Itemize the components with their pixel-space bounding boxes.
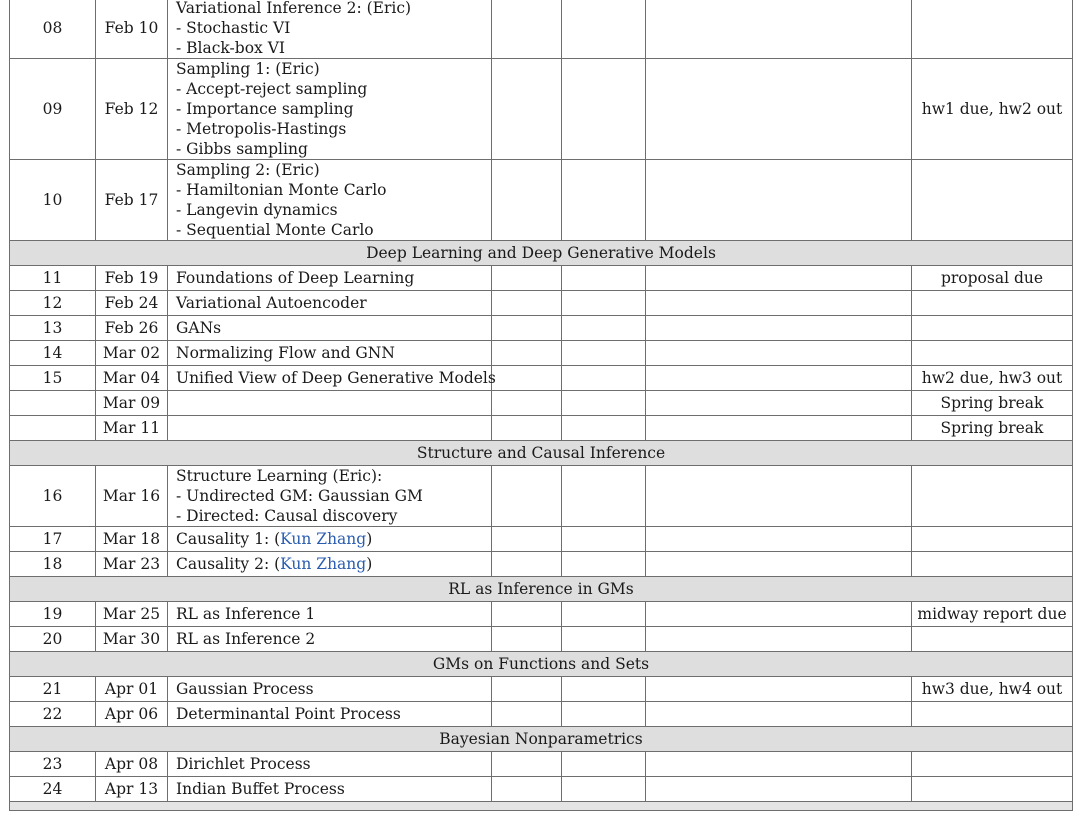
lecture-topic [168, 341, 492, 366]
lecture-notes: hw1 due, hw2 out [912, 59, 1073, 160]
empty-cell-b [562, 752, 646, 777]
lecture-number: 24 [10, 777, 96, 802]
empty-cell-b [562, 266, 646, 291]
empty-cell-b [562, 0, 646, 59]
empty-cell-c [646, 391, 912, 416]
lecture-date: Mar 02 [96, 341, 168, 366]
lecture-row [10, 160, 1073, 241]
lecture-row [10, 702, 1073, 727]
empty-cell-a [492, 677, 562, 702]
lecture-notes [912, 527, 1073, 552]
empty-cell-c [646, 602, 912, 627]
topic-title: Sampling 2: (Eric) [176, 161, 320, 179]
lecture-date: Mar 16 [96, 466, 168, 527]
section-title: Structure and Causal Inference [10, 441, 1073, 466]
lecture-number: 11 [10, 266, 96, 291]
lecture-number: 15 [10, 366, 96, 391]
empty-cell-a [492, 552, 562, 577]
empty-cell-a [492, 341, 562, 366]
lecture-number: 18 [10, 552, 96, 577]
empty-cell-c [646, 316, 912, 341]
lecture-topic [168, 777, 492, 802]
lecture-row [10, 677, 1073, 702]
empty-cell-c [646, 466, 912, 527]
instructor-link[interactable]: Kun Zhang [280, 555, 367, 573]
lecture-date: Mar 25 [96, 602, 168, 627]
topic-title: GANs [176, 319, 222, 337]
section-header-row [10, 727, 1073, 752]
lecture-row [10, 527, 1073, 552]
lecture-date: Mar 11 [96, 416, 168, 441]
topic-title: Gaussian Process [176, 680, 314, 698]
lecture-date: Feb 19 [96, 266, 168, 291]
lecture-number: 21 [10, 677, 96, 702]
lecture-topic [168, 316, 492, 341]
empty-cell-b [562, 677, 646, 702]
lecture-date: Apr 01 [96, 677, 168, 702]
lecture-row [10, 391, 1073, 416]
lecture-row [10, 777, 1073, 802]
lecture-date: Feb 26 [96, 316, 168, 341]
section-title: Bayesian Nonparametrics [10, 727, 1073, 752]
topic-subitem: - Importance sampling [176, 100, 354, 118]
section-header-row [10, 441, 1073, 466]
empty-cell-c [646, 266, 912, 291]
topic-title: Foundations of Deep Learning [176, 269, 415, 287]
lecture-number: 09 [10, 59, 96, 160]
lecture-row [10, 291, 1073, 316]
empty-cell-c [646, 341, 912, 366]
lecture-notes: proposal due [912, 266, 1073, 291]
lecture-topic [168, 416, 492, 441]
empty-cell-c [646, 702, 912, 727]
empty-cell-b [562, 777, 646, 802]
section-header-row [10, 652, 1073, 677]
empty-cell-a [492, 702, 562, 727]
lecture-date: Feb 10 [96, 0, 168, 59]
lecture-notes [912, 341, 1073, 366]
lecture-row [10, 466, 1073, 527]
schedule-body [10, 0, 1073, 811]
empty-cell-c [646, 677, 912, 702]
empty-cell-b [562, 602, 646, 627]
lecture-notes [912, 466, 1073, 527]
lecture-topic [168, 702, 492, 727]
lecture-notes [912, 702, 1073, 727]
empty-cell-a [492, 527, 562, 552]
lecture-row [10, 0, 1073, 59]
lecture-row [10, 552, 1073, 577]
lecture-number [10, 391, 96, 416]
empty-cell-a [492, 466, 562, 527]
lecture-topic [168, 366, 496, 391]
lecture-row [10, 627, 1073, 652]
lecture-number: 17 [10, 527, 96, 552]
empty-cell-b [562, 291, 646, 316]
empty-cell-b [562, 627, 646, 652]
lecture-topic [168, 627, 492, 652]
empty-cell-a [492, 160, 562, 241]
topic-title: Determinantal Point Process [176, 705, 401, 723]
lecture-date: Mar 30 [96, 627, 168, 652]
empty-cell-a [492, 59, 562, 160]
lecture-topic [168, 602, 492, 627]
empty-cell-b [562, 527, 646, 552]
empty-cell-c [646, 160, 912, 241]
lecture-topic [168, 752, 492, 777]
topic-subitem: - Stochastic VI [176, 19, 291, 37]
topic-subitem: - Black-box VI [176, 39, 286, 57]
lecture-topic [168, 0, 492, 59]
topic-text: Causality 2: ( [176, 555, 281, 573]
section-title: Deep Learning and Deep Generative Models [10, 241, 1073, 266]
lecture-number: 10 [10, 160, 96, 241]
empty-cell-a [492, 0, 562, 59]
lecture-notes: hw2 due, hw3 out [912, 366, 1073, 391]
lecture-notes [912, 552, 1073, 577]
topic-text: Causality 1: ( [176, 530, 281, 548]
empty-cell-c [646, 752, 912, 777]
empty-cell-a [492, 366, 562, 391]
empty-cell-c [646, 777, 912, 802]
lecture-date: Feb 12 [96, 59, 168, 160]
lecture-number: 19 [10, 602, 96, 627]
topic-text: ) [366, 555, 373, 573]
topic-subitem: - Sequential Monte Carlo [176, 221, 374, 239]
topic-subitem: - Gibbs sampling [176, 140, 308, 158]
empty-cell-b [562, 366, 646, 391]
lecture-notes [912, 0, 1073, 59]
lecture-topic [168, 291, 492, 316]
empty-cell-c [646, 0, 912, 59]
empty-cell-b [562, 466, 646, 527]
empty-cell-a [492, 416, 562, 441]
section-title: RL as Inference in GMs [10, 577, 1073, 602]
empty-cell-c [646, 366, 912, 391]
lecture-date: Feb 24 [96, 291, 168, 316]
topic-subitem: - Directed: Causal discovery [176, 507, 398, 525]
empty-cell-b [562, 391, 646, 416]
lecture-row [10, 366, 1073, 391]
lecture-topic [168, 391, 492, 416]
lecture-row [10, 59, 1073, 160]
topic-title: Normalizing Flow and GNN [176, 344, 395, 362]
instructor-link[interactable]: Kun Zhang [280, 530, 367, 548]
lecture-date: Apr 08 [96, 752, 168, 777]
lecture-date: Mar 04 [96, 366, 168, 391]
lecture-topic [168, 466, 492, 527]
lecture-notes [912, 627, 1073, 652]
topic-title: RL as Inference 1 [176, 605, 316, 623]
lecture-date: Feb 17 [96, 160, 168, 241]
lecture-notes [912, 160, 1073, 241]
lecture-topic [168, 552, 492, 577]
lecture-notes: Spring break [912, 416, 1073, 441]
topic-title: Unified View of Deep Generative Models [176, 369, 496, 387]
topic-title: Sampling 1: (Eric) [176, 60, 320, 78]
lecture-row [10, 341, 1073, 366]
empty-cell-b [562, 59, 646, 160]
section-header-row [10, 577, 1073, 602]
empty-cell-c [646, 291, 912, 316]
section-title: GMs on Functions and Sets [10, 652, 1073, 677]
empty-cell-c [646, 59, 912, 160]
empty-cell-a [492, 266, 562, 291]
lecture-date: Apr 13 [96, 777, 168, 802]
lecture-row [10, 316, 1073, 341]
lecture-date: Mar 23 [96, 552, 168, 577]
topic-title: Variational Autoencoder [176, 294, 367, 312]
empty-cell-c [646, 552, 912, 577]
lecture-topic [168, 677, 492, 702]
empty-cell-a [492, 777, 562, 802]
topic-subitem: - Undirected GM: Gaussian GM [176, 487, 423, 505]
lecture-number: 23 [10, 752, 96, 777]
topic-title: Dirichlet Process [176, 755, 311, 773]
lecture-number: 14 [10, 341, 96, 366]
topic-title: Variational Inference 2: (Eric) [176, 0, 412, 17]
topic-title: Structure Learning (Eric): [176, 467, 383, 485]
lecture-row [10, 266, 1073, 291]
empty-cell-a [492, 391, 562, 416]
lecture-row [10, 416, 1073, 441]
empty-cell-b [562, 316, 646, 341]
empty-cell-b [562, 341, 646, 366]
empty-cell-b [562, 416, 646, 441]
empty-cell-b [562, 702, 646, 727]
empty-cell-a [492, 291, 562, 316]
topic-subitem: - Langevin dynamics [176, 201, 338, 219]
empty-cell-b [562, 160, 646, 241]
lecture-date: Apr 06 [96, 702, 168, 727]
empty-cell-a [492, 752, 562, 777]
lecture-topic [168, 266, 492, 291]
topic-title: RL as Inference 2 [176, 630, 316, 648]
empty-cell-c [646, 416, 912, 441]
lecture-number: 22 [10, 702, 96, 727]
lecture-notes: Spring break [912, 391, 1073, 416]
lecture-notes [912, 316, 1073, 341]
section-header-row [10, 241, 1073, 266]
lecture-row [10, 752, 1073, 777]
topic-subitem: - Hamiltonian Monte Carlo [176, 181, 387, 199]
lecture-notes [912, 777, 1073, 802]
topic-title: Indian Buffet Process [176, 780, 345, 798]
empty-cell-a [492, 316, 562, 341]
topic-text: ) [366, 530, 373, 548]
lecture-topic [168, 160, 492, 241]
lecture-notes [912, 752, 1073, 777]
empty-cell-c [646, 527, 912, 552]
lecture-number: 12 [10, 291, 96, 316]
lecture-number: 08 [10, 0, 96, 59]
lecture-number: 13 [10, 316, 96, 341]
next-section-row [10, 802, 1073, 811]
lecture-number: 16 [10, 466, 96, 527]
lecture-number [10, 416, 96, 441]
lecture-notes [912, 291, 1073, 316]
empty-cell-c [646, 627, 912, 652]
next-section-band [10, 802, 1073, 811]
topic-subitem: - Metropolis-Hastings [176, 120, 347, 138]
lecture-notes: hw3 due, hw4 out [912, 677, 1073, 702]
lecture-topic [168, 527, 492, 552]
empty-cell-a [492, 627, 562, 652]
lecture-topic [168, 59, 492, 160]
schedule-table [9, 0, 1073, 811]
lecture-date: Mar 18 [96, 527, 168, 552]
topic-subitem: - Accept-reject sampling [176, 80, 368, 98]
lecture-number: 20 [10, 627, 96, 652]
lecture-date: Mar 09 [96, 391, 168, 416]
empty-cell-a [492, 602, 562, 627]
lecture-notes: midway report due [912, 602, 1073, 627]
lecture-row [10, 602, 1073, 627]
empty-cell-b [562, 552, 646, 577]
